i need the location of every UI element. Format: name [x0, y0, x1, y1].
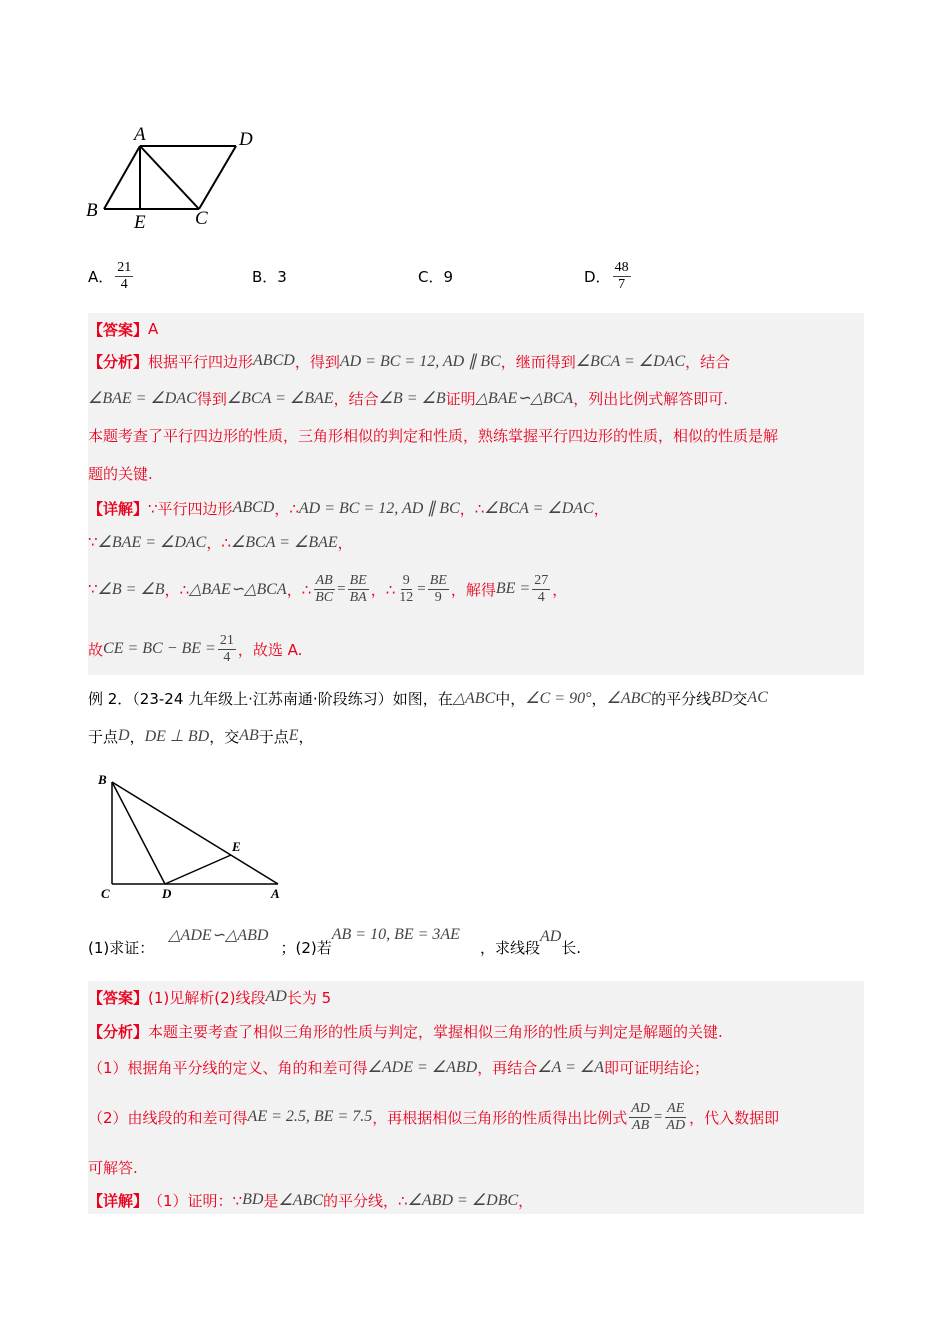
- detail-text: ，∴: [459, 499, 485, 518]
- example2-text: ，: [129, 727, 145, 746]
- math-angle-b: ∠B = ∠B: [378, 390, 446, 407]
- math-angle-bca-dac: ∠BCA = ∠DAC: [484, 500, 594, 517]
- math-ad: AD: [539, 928, 562, 945]
- math-angle-ade-abd: ∠ADE = ∠ABD: [367, 1059, 478, 1076]
- question-text: ，求线段: [479, 938, 540, 957]
- detail-text: ，∴: [274, 499, 299, 518]
- fraction-be-9: [428, 573, 449, 606]
- fraction-21-4: [218, 633, 236, 666]
- math-bd: BD: [711, 689, 733, 706]
- math-ae-be: AE = 2.5, BE = 7.5: [247, 1108, 373, 1125]
- fraction-be-ba: [348, 573, 369, 606]
- detail-text: ，∴: [286, 580, 312, 599]
- example2-text: 例 2．（23-24 九年级上·江苏南通·阶段练习）如图，在: [88, 689, 453, 708]
- label-c: C: [101, 886, 110, 900]
- detail-text: ∵平行四边形: [148, 499, 233, 518]
- detail-text: ∵: [88, 533, 98, 551]
- option-a-fraction: [115, 260, 133, 293]
- math-angle-abc: ∠ABC: [606, 690, 652, 707]
- option-c-label: C．9: [418, 267, 454, 286]
- frac-den: 9: [434, 589, 442, 605]
- answer-options: [88, 254, 848, 298]
- analysis-text: ，再结合: [477, 1058, 538, 1077]
- option-d-den: 7: [618, 276, 626, 292]
- analysis-line-1: [88, 345, 730, 377]
- analysis-text: ，代入数据即: [689, 1108, 780, 1127]
- option-a-num: 21: [117, 259, 132, 275]
- analysis-text: ，列出比例式解答即可.: [573, 389, 728, 408]
- analysis-text: 证明: [445, 389, 476, 408]
- option-c[interactable]: [418, 254, 453, 298]
- label-b: B: [98, 772, 107, 787]
- detail-tag: 【详解】: [88, 499, 149, 518]
- math-triangle-abc: △ABC: [452, 690, 496, 707]
- analysis-tag: 【分析】: [88, 352, 149, 371]
- option-a-label: A．: [88, 267, 114, 286]
- label-c: C: [195, 208, 208, 229]
- math-ad-bc: AD = BC = 12, AD ∥ BC: [339, 353, 501, 370]
- math-angle-bca-bae: ∠BCA = ∠BAE: [230, 534, 338, 551]
- answer-tag: 【答案】: [88, 320, 149, 339]
- frac-den: AD: [666, 1117, 686, 1133]
- analysis-text: ，再根据相似三角形的性质得出比例式: [372, 1108, 628, 1127]
- math-similar: △BAE∽△BCA: [189, 581, 287, 598]
- math-de-perp-bd: DE ⊥ BD: [144, 728, 210, 745]
- math-angle-a: ∠A = ∠A: [537, 1059, 604, 1076]
- detail-text: 是: [263, 1191, 279, 1210]
- math-abcd: ABCD: [232, 499, 275, 516]
- frac-den: BA: [349, 589, 367, 605]
- example2-text: ，交: [209, 727, 240, 746]
- analysis-tag: 【分析】: [88, 1022, 149, 1041]
- analysis-text: （1）根据角平分线的定义、角的和差可得: [88, 1058, 368, 1077]
- analysis-line-4: 题的关键.: [88, 464, 153, 483]
- frac-num: 27: [534, 572, 549, 588]
- analysis-text: （2）由线段的和差可得: [88, 1108, 248, 1127]
- frac-num: 21: [219, 632, 234, 648]
- figure-parallelogram: [84, 120, 264, 232]
- detail-line-3: [88, 565, 567, 613]
- segment-de: [165, 855, 231, 884]
- detail-text: ，: [518, 1191, 534, 1210]
- math-ad: AD: [265, 988, 287, 1005]
- analysis-text: 本题主要考查了相似三角形的性质与判定，掌握相似三角形的性质与判定是解题的关键.: [148, 1022, 723, 1041]
- answer-tag: 【答案】: [88, 988, 149, 1007]
- detail-line-1: [88, 1184, 533, 1216]
- example2-text: 于点: [88, 727, 119, 746]
- option-b-label: B．3: [252, 267, 287, 286]
- edge-dc: [199, 146, 236, 209]
- math-d: D: [118, 727, 130, 744]
- option-d-num: 48: [614, 259, 629, 275]
- answer-value: A: [148, 320, 159, 338]
- detail-text: （1）证明：∵: [148, 1191, 243, 1210]
- math-ad-bc: AD = BC = 12, AD ∥ BC: [298, 500, 460, 517]
- detail-line-1: [88, 492, 609, 524]
- frac-num: AE: [667, 1100, 685, 1116]
- solution-box-1: [88, 313, 864, 675]
- analysis-text: 即可证明结论；: [604, 1058, 710, 1077]
- label-b: B: [86, 200, 98, 221]
- analysis-line-3: 本题考查了平行四边形的性质，三角形相似的判定和性质，熟练掌握平行四边形的性质，相似的性质是解: [88, 426, 779, 445]
- frac-den: BC: [315, 589, 334, 605]
- frac-num: AD: [631, 1100, 650, 1116]
- example2-text: 于点: [258, 727, 289, 746]
- math-ab-be: AB = 10, BE = 3AE: [331, 926, 460, 943]
- frac-den: 4: [537, 589, 545, 605]
- label-d: D: [162, 886, 172, 900]
- equals-sign: =: [337, 580, 346, 597]
- analysis-line-2: [88, 382, 728, 414]
- question-text: ；(2)若: [280, 938, 332, 957]
- math-e: E: [288, 727, 299, 744]
- option-a[interactable]: [88, 254, 135, 298]
- equals-sign: =: [653, 1108, 663, 1125]
- equals-sign: =: [417, 580, 426, 597]
- option-a-den: 4: [120, 276, 128, 292]
- detail-text: ，故选 A.: [237, 640, 303, 659]
- option-d-fraction: [613, 260, 631, 293]
- edge-ab: [104, 146, 140, 209]
- detail-text: ∵: [88, 580, 98, 598]
- example2-line-1: [88, 682, 768, 714]
- example2-text: ，: [298, 727, 314, 746]
- detail-text: ，∴: [370, 580, 396, 599]
- label-a: A: [134, 124, 146, 145]
- detail-line-4: [88, 625, 302, 673]
- question-text: 长.: [561, 938, 582, 957]
- frac-den: AB: [632, 1117, 650, 1133]
- detail-text: ，∴: [206, 533, 231, 552]
- detail-text: ，: [593, 499, 609, 518]
- answer-text: 长为 5: [286, 988, 332, 1007]
- solution-box-2: [88, 981, 864, 1214]
- math-angle-b: ∠B = ∠B: [97, 581, 165, 598]
- edge-ba: [112, 782, 278, 884]
- math-ab: AB: [239, 727, 259, 744]
- detail-text: ，: [552, 580, 568, 599]
- detail-text: ，∴: [164, 580, 190, 599]
- example2-text: 的平分线: [651, 689, 712, 708]
- analysis-text: ，继而得到: [500, 352, 576, 371]
- fraction-27-4: [532, 573, 550, 606]
- option-d[interactable]: [584, 254, 633, 298]
- frac-num: AB: [315, 572, 333, 588]
- analysis-text: 根据平行四边形: [148, 352, 254, 371]
- segment-bd: [112, 782, 165, 884]
- math-angle-bca-bae: ∠BCA = ∠BAE: [226, 390, 334, 407]
- question-text: (1)求证：: [88, 938, 155, 957]
- label-d: D: [239, 129, 253, 150]
- math-angle-c: ∠C = 90°: [525, 690, 592, 707]
- example2-line-2: [88, 720, 314, 752]
- math-angle-bae-dac: ∠BAE = ∠DAC: [88, 390, 197, 407]
- math-angle-bae-dac: ∠BAE = ∠DAC: [97, 534, 207, 551]
- detail-text: ，: [337, 533, 353, 552]
- example2-text: 中，: [495, 689, 526, 708]
- example2-text: 交: [732, 689, 748, 708]
- analysis-line-1: [88, 1015, 723, 1047]
- math-angle-abc: ∠ABC: [278, 1192, 324, 1209]
- frac-num: 9: [402, 572, 410, 588]
- frac-den: 12: [399, 589, 414, 605]
- answer-line: [88, 313, 158, 345]
- analysis-text: ，结合: [685, 352, 731, 371]
- analysis-text: 得到: [196, 389, 227, 408]
- math-similar: △BAE∽△BCA: [475, 390, 574, 407]
- analysis-line-4: 可解答.: [88, 1158, 138, 1177]
- fraction-ad-ab: [629, 1101, 652, 1134]
- math-be: BE =: [495, 580, 531, 597]
- math-abcd: ABCD: [253, 352, 295, 369]
- detail-text: 的平分线，∴: [323, 1191, 408, 1210]
- detail-text: 故: [88, 640, 104, 659]
- option-d-label: D．: [584, 267, 611, 286]
- example2-text: ，: [591, 689, 607, 708]
- frac-num: BE: [429, 572, 447, 588]
- fraction-9-12: [397, 573, 415, 606]
- frac-den: 4: [223, 649, 231, 665]
- figure-right-triangle: [90, 768, 290, 900]
- analysis-line-3: [88, 1093, 779, 1141]
- analysis-text: ，得到: [294, 352, 340, 371]
- math-ac: AC: [747, 689, 768, 706]
- analysis-text: ，结合: [333, 389, 379, 408]
- diagonal-ac: [140, 146, 199, 209]
- answer-text: (1)见解析(2)线段: [148, 988, 266, 1007]
- math-angle-bca-dac: ∠BCA = ∠DAC: [575, 353, 686, 370]
- math-bd: BD: [242, 1191, 264, 1208]
- analysis-line-2: [88, 1051, 709, 1083]
- fraction-ab-bc: [313, 573, 335, 606]
- math-angle-abd-dbc: ∠ABD = ∠DBC: [407, 1192, 519, 1209]
- answer-line: [88, 981, 331, 1013]
- label-e: E: [134, 212, 146, 232]
- option-b[interactable]: [252, 254, 287, 298]
- label-e: E: [232, 839, 241, 854]
- detail-text: ，解得: [450, 580, 496, 599]
- detail-tag: 【详解】: [88, 1191, 149, 1210]
- fraction-ae-ad: [664, 1101, 687, 1134]
- math-similar-ade-abd: △ADE∽△ABD: [168, 927, 269, 944]
- math-ce: CE = BC − BE =: [103, 640, 216, 657]
- label-a: A: [271, 886, 280, 900]
- question2-line: [88, 926, 582, 964]
- detail-line-2: [88, 526, 353, 558]
- frac-num: BE: [349, 572, 367, 588]
